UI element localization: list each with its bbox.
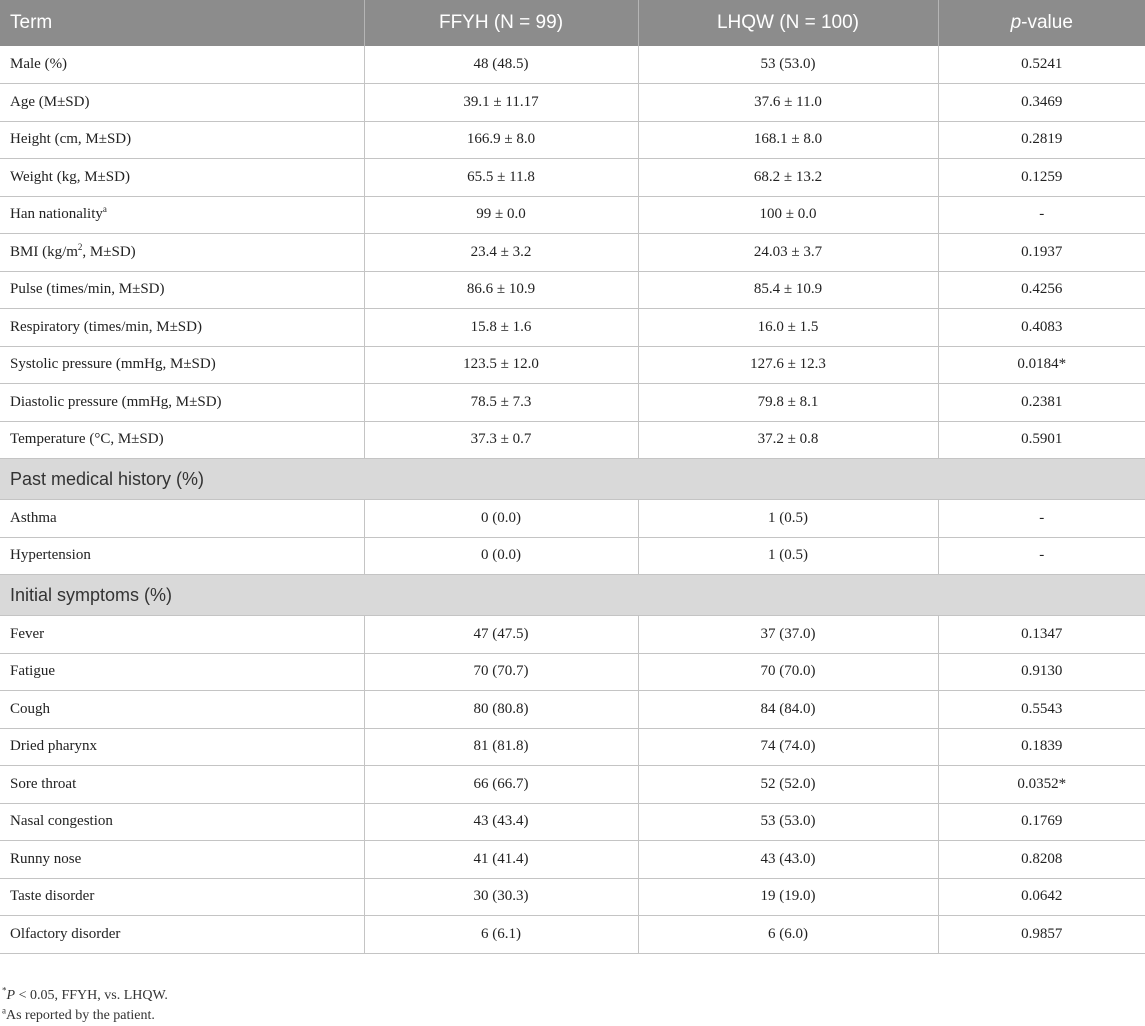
table-row (0, 271, 1145, 309)
lhqw-cell: 37.2 ± 0.8 (638, 421, 938, 459)
lhqw-cell: 52 (52.0) (638, 766, 938, 804)
p-value-cell: 0.0642 (938, 878, 1145, 916)
header-p-suffix: -value (1021, 12, 1073, 33)
term-cell: Height (cm, M±SD) (0, 121, 364, 159)
lhqw-cell: 127.6 ± 12.3 (638, 346, 938, 384)
table-row (0, 500, 1145, 538)
p-value-cell: 0.9857 (938, 916, 1145, 954)
p-value-cell: - (938, 500, 1145, 538)
table-row (0, 121, 1145, 159)
lhqw-cell: 37 (37.0) (638, 616, 938, 654)
footnote-marker: a (102, 204, 107, 215)
lhqw-cell: 168.1 ± 8.0 (638, 121, 938, 159)
table-row (0, 653, 1145, 691)
p-value-cell: 0.1937 (938, 234, 1145, 272)
table-row (0, 84, 1145, 122)
term-cell: Systolic pressure (mmHg, M±SD) (0, 346, 364, 384)
footnote-a-marker: a (2, 1005, 6, 1016)
footnote-significance (2, 986, 168, 1006)
table-row-bmi (0, 234, 1145, 272)
p-value-cell: 0.4256 (938, 271, 1145, 309)
lhqw-cell: 68.2 ± 13.2 (638, 159, 938, 197)
lhqw-cell: 16.0 ± 1.5 (638, 309, 938, 347)
lhqw-cell: 84 (84.0) (638, 691, 938, 729)
lhqw-cell: 37.6 ± 11.0 (638, 84, 938, 122)
term-cell: Pulse (times/min, M±SD) (0, 271, 364, 309)
term-cell: Male (%) (0, 46, 364, 84)
lhqw-cell: 79.8 ± 8.1 (638, 384, 938, 422)
p-value-cell: 0.8208 (938, 841, 1145, 879)
section-label: Past medical history (%) (0, 459, 1145, 500)
ffyh-cell: 48 (48.5) (364, 46, 638, 84)
table-row (0, 916, 1145, 954)
table-row (0, 384, 1145, 422)
p-value-cell: 0.1839 (938, 728, 1145, 766)
ffyh-cell: 70 (70.7) (364, 653, 638, 691)
unit-exponent: 2 (77, 241, 83, 252)
ffyh-cell: 81 (81.8) (364, 728, 638, 766)
header-p-italic: p (1010, 12, 1022, 33)
term-cell: Asthma (0, 500, 364, 538)
ffyh-cell: 99 ± 0.0 (364, 196, 638, 234)
table-row (0, 421, 1145, 459)
footnote-star-marker: * (2, 985, 7, 996)
footnote-a-text: As reported by the patient. (6, 1008, 155, 1023)
lhqw-cell: 85.4 ± 10.9 (638, 271, 938, 309)
term-cell: Respiratory (times/min, M±SD) (0, 309, 364, 347)
footnote-patient-report (2, 1006, 168, 1026)
lhqw-cell: 1 (0.5) (638, 537, 938, 575)
p-value-cell: 0.9130 (938, 653, 1145, 691)
ffyh-cell: 80 (80.8) (364, 691, 638, 729)
lhqw-cell: 1 (0.5) (638, 500, 938, 538)
p-value-cell: 0.1347 (938, 616, 1145, 654)
ffyh-cell: 66 (66.7) (364, 766, 638, 804)
ffyh-cell: 78.5 ± 7.3 (364, 384, 638, 422)
lhqw-cell: 43 (43.0) (638, 841, 938, 879)
ffyh-cell: 166.9 ± 8.0 (364, 121, 638, 159)
table-row (0, 803, 1145, 841)
term-text-post: , M±SD) (82, 243, 136, 260)
term-cell: Olfactory disorder (0, 916, 364, 954)
ffyh-cell: 23.4 ± 3.2 (364, 234, 638, 272)
p-value-cell: 0.5901 (938, 421, 1145, 459)
table-row (0, 159, 1145, 197)
term-text: Han nationality (10, 206, 103, 223)
ffyh-cell: 86.6 ± 10.9 (364, 271, 638, 309)
table-row (0, 841, 1145, 879)
term-cell: Cough (0, 691, 364, 729)
term-cell: Weight (kg, M±SD) (0, 159, 364, 197)
lhqw-cell: 53 (53.0) (638, 803, 938, 841)
ffyh-cell: 39.1 ± 11.17 (364, 84, 638, 122)
header-p-value (938, 0, 1145, 46)
table-row (0, 691, 1145, 729)
table-body (0, 46, 1145, 953)
ffyh-cell: 6 (6.1) (364, 916, 638, 954)
ffyh-cell: 41 (41.4) (364, 841, 638, 879)
ffyh-cell: 43 (43.4) (364, 803, 638, 841)
table-row (0, 616, 1145, 654)
p-value-cell: - (938, 537, 1145, 575)
p-value-cell: - (938, 196, 1145, 234)
term-cell: Sore throat (0, 766, 364, 804)
p-value-cell: 0.2819 (938, 121, 1145, 159)
p-value-cell: 0.4083 (938, 309, 1145, 347)
table-row (0, 878, 1145, 916)
term-cell: Diastolic pressure (mmHg, M±SD) (0, 384, 364, 422)
lhqw-cell: 100 ± 0.0 (638, 196, 938, 234)
table-row (0, 766, 1145, 804)
ffyh-cell: 30 (30.3) (364, 878, 638, 916)
table-row-han (0, 196, 1145, 234)
term-cell: Fatigue (0, 653, 364, 691)
lhqw-cell: 74 (74.0) (638, 728, 938, 766)
lhqw-cell: 19 (19.0) (638, 878, 938, 916)
p-value-cell: 0.3469 (938, 84, 1145, 122)
ffyh-cell: 0 (0.0) (364, 537, 638, 575)
term-cell: Fever (0, 616, 364, 654)
term-cell: Age (M±SD) (0, 84, 364, 122)
ffyh-cell: 0 (0.0) (364, 500, 638, 538)
footnote-significance-text: < 0.05, FFYH, vs. LHQW. (15, 988, 168, 1003)
table-row (0, 46, 1145, 84)
term-cell (0, 196, 364, 234)
term-cell: Taste disorder (0, 878, 364, 916)
ffyh-cell: 15.8 ± 1.6 (364, 309, 638, 347)
ffyh-cell: 37.3 ± 0.7 (364, 421, 638, 459)
footnotes (2, 986, 168, 1026)
lhqw-cell: 70 (70.0) (638, 653, 938, 691)
section-label: Initial symptoms (%) (0, 575, 1145, 616)
table-row (0, 537, 1145, 575)
ffyh-cell: 123.5 ± 12.0 (364, 346, 638, 384)
table-row (0, 309, 1145, 347)
term-cell: Nasal congestion (0, 803, 364, 841)
p-value-cell: 0.0352* (938, 766, 1145, 804)
term-cell: Dried pharynx (0, 728, 364, 766)
term-cell (0, 234, 364, 272)
lhqw-cell: 24.03 ± 3.7 (638, 234, 938, 272)
p-value-cell: 0.5241 (938, 46, 1145, 84)
p-value-cell: 0.1769 (938, 803, 1145, 841)
table-row (0, 346, 1145, 384)
lhqw-cell: 6 (6.0) (638, 916, 938, 954)
p-value-cell: 0.0184* (938, 346, 1145, 384)
header-row (0, 0, 1145, 46)
term-cell: Temperature (°C, M±SD) (0, 421, 364, 459)
p-value-cell: 0.2381 (938, 384, 1145, 422)
term-text-pre: BMI (kg/m (10, 243, 78, 260)
header-term: Term (0, 0, 364, 46)
ffyh-cell: 65.5 ± 11.8 (364, 159, 638, 197)
ffyh-cell: 47 (47.5) (364, 616, 638, 654)
p-value-cell: 0.1259 (938, 159, 1145, 197)
table-row (0, 728, 1145, 766)
header-ffyh: FFYH (N = 99) (364, 0, 638, 46)
section-past-medical-history (0, 459, 1145, 500)
lhqw-cell: 53 (53.0) (638, 46, 938, 84)
p-value-cell: 0.5543 (938, 691, 1145, 729)
table-header (0, 0, 1145, 46)
section-initial-symptoms (0, 575, 1145, 616)
footnote-p-italic: P (6, 988, 16, 1003)
term-cell: Hypertension (0, 537, 364, 575)
term-cell: Runny nose (0, 841, 364, 879)
header-lhqw: LHQW (N = 100) (638, 0, 938, 46)
